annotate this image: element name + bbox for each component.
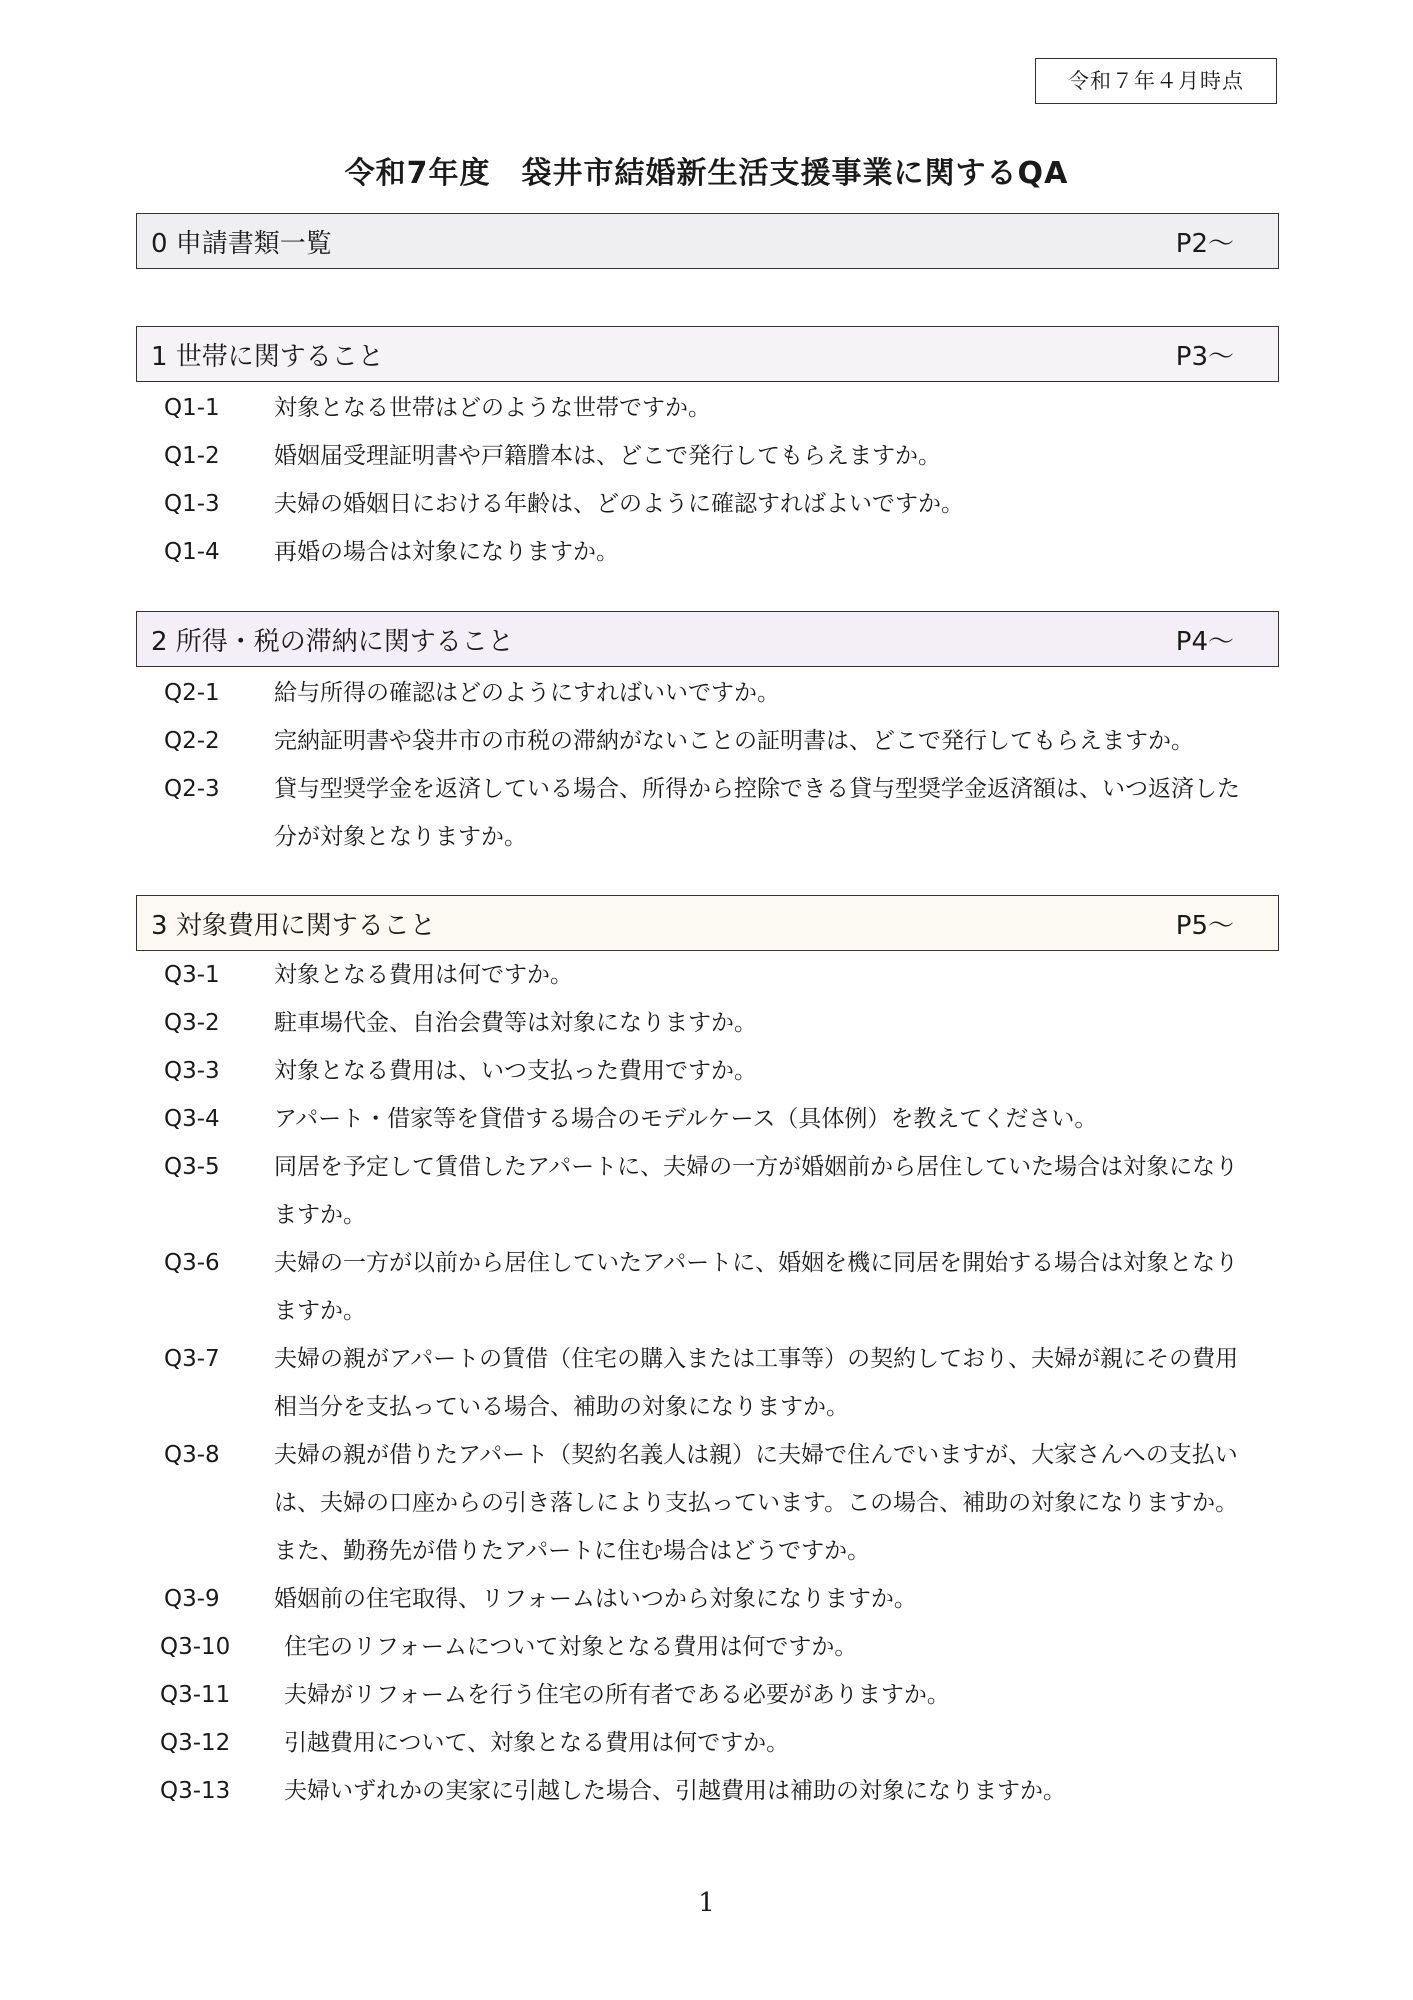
question-number: Q3-13 [160,1778,231,1804]
question-item [136,1047,1279,1095]
question-item [136,669,1279,717]
question-item [136,528,1279,576]
question-number: Q2-2 [164,728,220,754]
document-title: 令和7年度 袋井市結婚新生活支援事業に関するQA [344,156,1069,191]
date-note: 令和７年４月時点 [1035,58,1277,104]
question-item [136,951,1279,999]
section-0 [136,213,1279,269]
section-header [136,611,1279,667]
question-number: Q3-6 [164,1250,220,1276]
question-item [136,1095,1279,1143]
question-text: 対象となる世帯はどのような世帯ですか。 [274,395,711,421]
question-number: Q3-5 [164,1154,220,1180]
page-number: 1 [698,1888,715,1918]
question-list [136,951,1279,1815]
question-text: 完納証明書や袋井市の市税の滞納がないことの証明書は、どこで発行してもらえますか。 [274,728,1194,754]
question-number: Q2-3 [164,776,220,802]
question-text: 住宅のリフォームについて対象となる費用は何ですか。 [284,1634,858,1660]
question-text: 給与所得の確認はどのようにすればいいですか。 [274,680,780,706]
section-page-ref: P2～ [1175,228,1234,259]
section-3 [136,895,1279,1815]
question-text: 夫婦の親がアパートの賃借（住宅の購入または工事等）の契約しており、夫婦が親にその費用相当分を支払っている場合、補助の対象になりますか。 [274,1346,1239,1420]
section-page-ref: P4～ [1175,626,1234,657]
question-item [136,1431,1279,1575]
section-page-ref: P5～ [1175,910,1234,941]
question-text: 対象となる費用は何ですか。 [274,962,573,988]
question-number: Q3-10 [160,1634,231,1660]
section-label: 1 世帯に関すること [151,341,384,372]
question-list [136,669,1279,861]
question-number: Q3-9 [164,1586,220,1612]
question-text: 引越費用について、対象となる費用は何ですか。 [284,1730,790,1756]
question-item [136,1335,1279,1431]
question-number: Q1-4 [164,539,220,565]
question-text: 再婚の場合は対象になりますか。 [274,539,619,565]
section-header [136,213,1279,269]
question-item [136,717,1279,765]
question-text: 夫婦の親が借りたアパート（契約名義人は親）に夫婦で住んでいますが、大家さんへの支払いは、夫婦の口座からの引き落しにより支払っています。この場合、補助の対象になりますか。 また、勤務先が借りたアパートに住む場合はどうですか。 [274,1442,1239,1564]
question-text: 夫婦いずれかの実家に引越した場合、引越費用は補助の対象になりますか。 [284,1778,1066,1804]
question-number: Q1-3 [164,491,220,517]
section-header [136,326,1279,382]
section-header [136,895,1279,951]
question-item [136,1671,1279,1719]
section-label: 0 申請書類一覧 [151,228,332,259]
section-1 [136,326,1279,576]
question-item [136,999,1279,1047]
question-number: Q3-4 [164,1106,220,1132]
question-text: 婚姻前の住宅取得、リフォームはいつから対象になりますか。 [274,1586,917,1612]
section-2 [136,611,1279,861]
question-item [136,765,1279,861]
question-number: Q3-1 [164,962,220,988]
question-text: 同居を予定して賃借したアパートに、夫婦の一方が婚姻前から居住していた場合は対象になりますか。 [274,1154,1239,1228]
question-number: Q3-11 [160,1682,231,1708]
section-page-ref: P3～ [1175,341,1234,372]
question-text: 夫婦の婚姻日における年齢は、どのように確認すればよいですか。 [274,491,964,517]
question-item [136,1623,1279,1671]
question-item [136,432,1279,480]
question-text: 貸与型奨学金を返済している場合、所得から控除できる貸与型奨学金返済額は、いつ返済した分が対象となりますか。 [274,776,1240,850]
question-text: 夫婦がリフォームを行う住宅の所有者である必要がありますか。 [284,1682,950,1708]
question-item [136,1719,1279,1767]
question-text: 夫婦の一方が以前から居住していたアパートに、婚姻を機に同居を開始する場合は対象となりますか。 [274,1250,1239,1324]
question-list [136,384,1279,576]
question-number: Q3-2 [164,1010,220,1036]
question-number: Q3-12 [160,1730,231,1756]
question-item [136,1239,1279,1335]
question-item [136,1143,1279,1239]
question-number: Q1-1 [164,395,220,421]
question-number: Q2-1 [164,680,220,706]
question-text: 駐車場代金、自治会費等は対象になりますか。 [274,1010,757,1036]
section-label: 2 所得・税の滞納に関すること [151,626,514,657]
question-text: アパート・借家等を貸借する場合のモデルケース（具体例）を教えてください。 [274,1106,1098,1132]
section-label: 3 対象費用に関すること [151,910,436,941]
question-text: 対象となる費用は、いつ支払った費用ですか。 [274,1058,757,1084]
question-number: Q1-2 [164,443,220,469]
question-item [136,480,1279,528]
question-item [136,1767,1279,1815]
question-text: 婚姻届受理証明書や戸籍謄本は、どこで発行してもらえますか。 [274,443,941,469]
question-number: Q3-8 [164,1442,220,1468]
question-item [136,384,1279,432]
question-number: Q3-3 [164,1058,220,1084]
question-item [136,1575,1279,1623]
question-number: Q3-7 [164,1346,220,1372]
